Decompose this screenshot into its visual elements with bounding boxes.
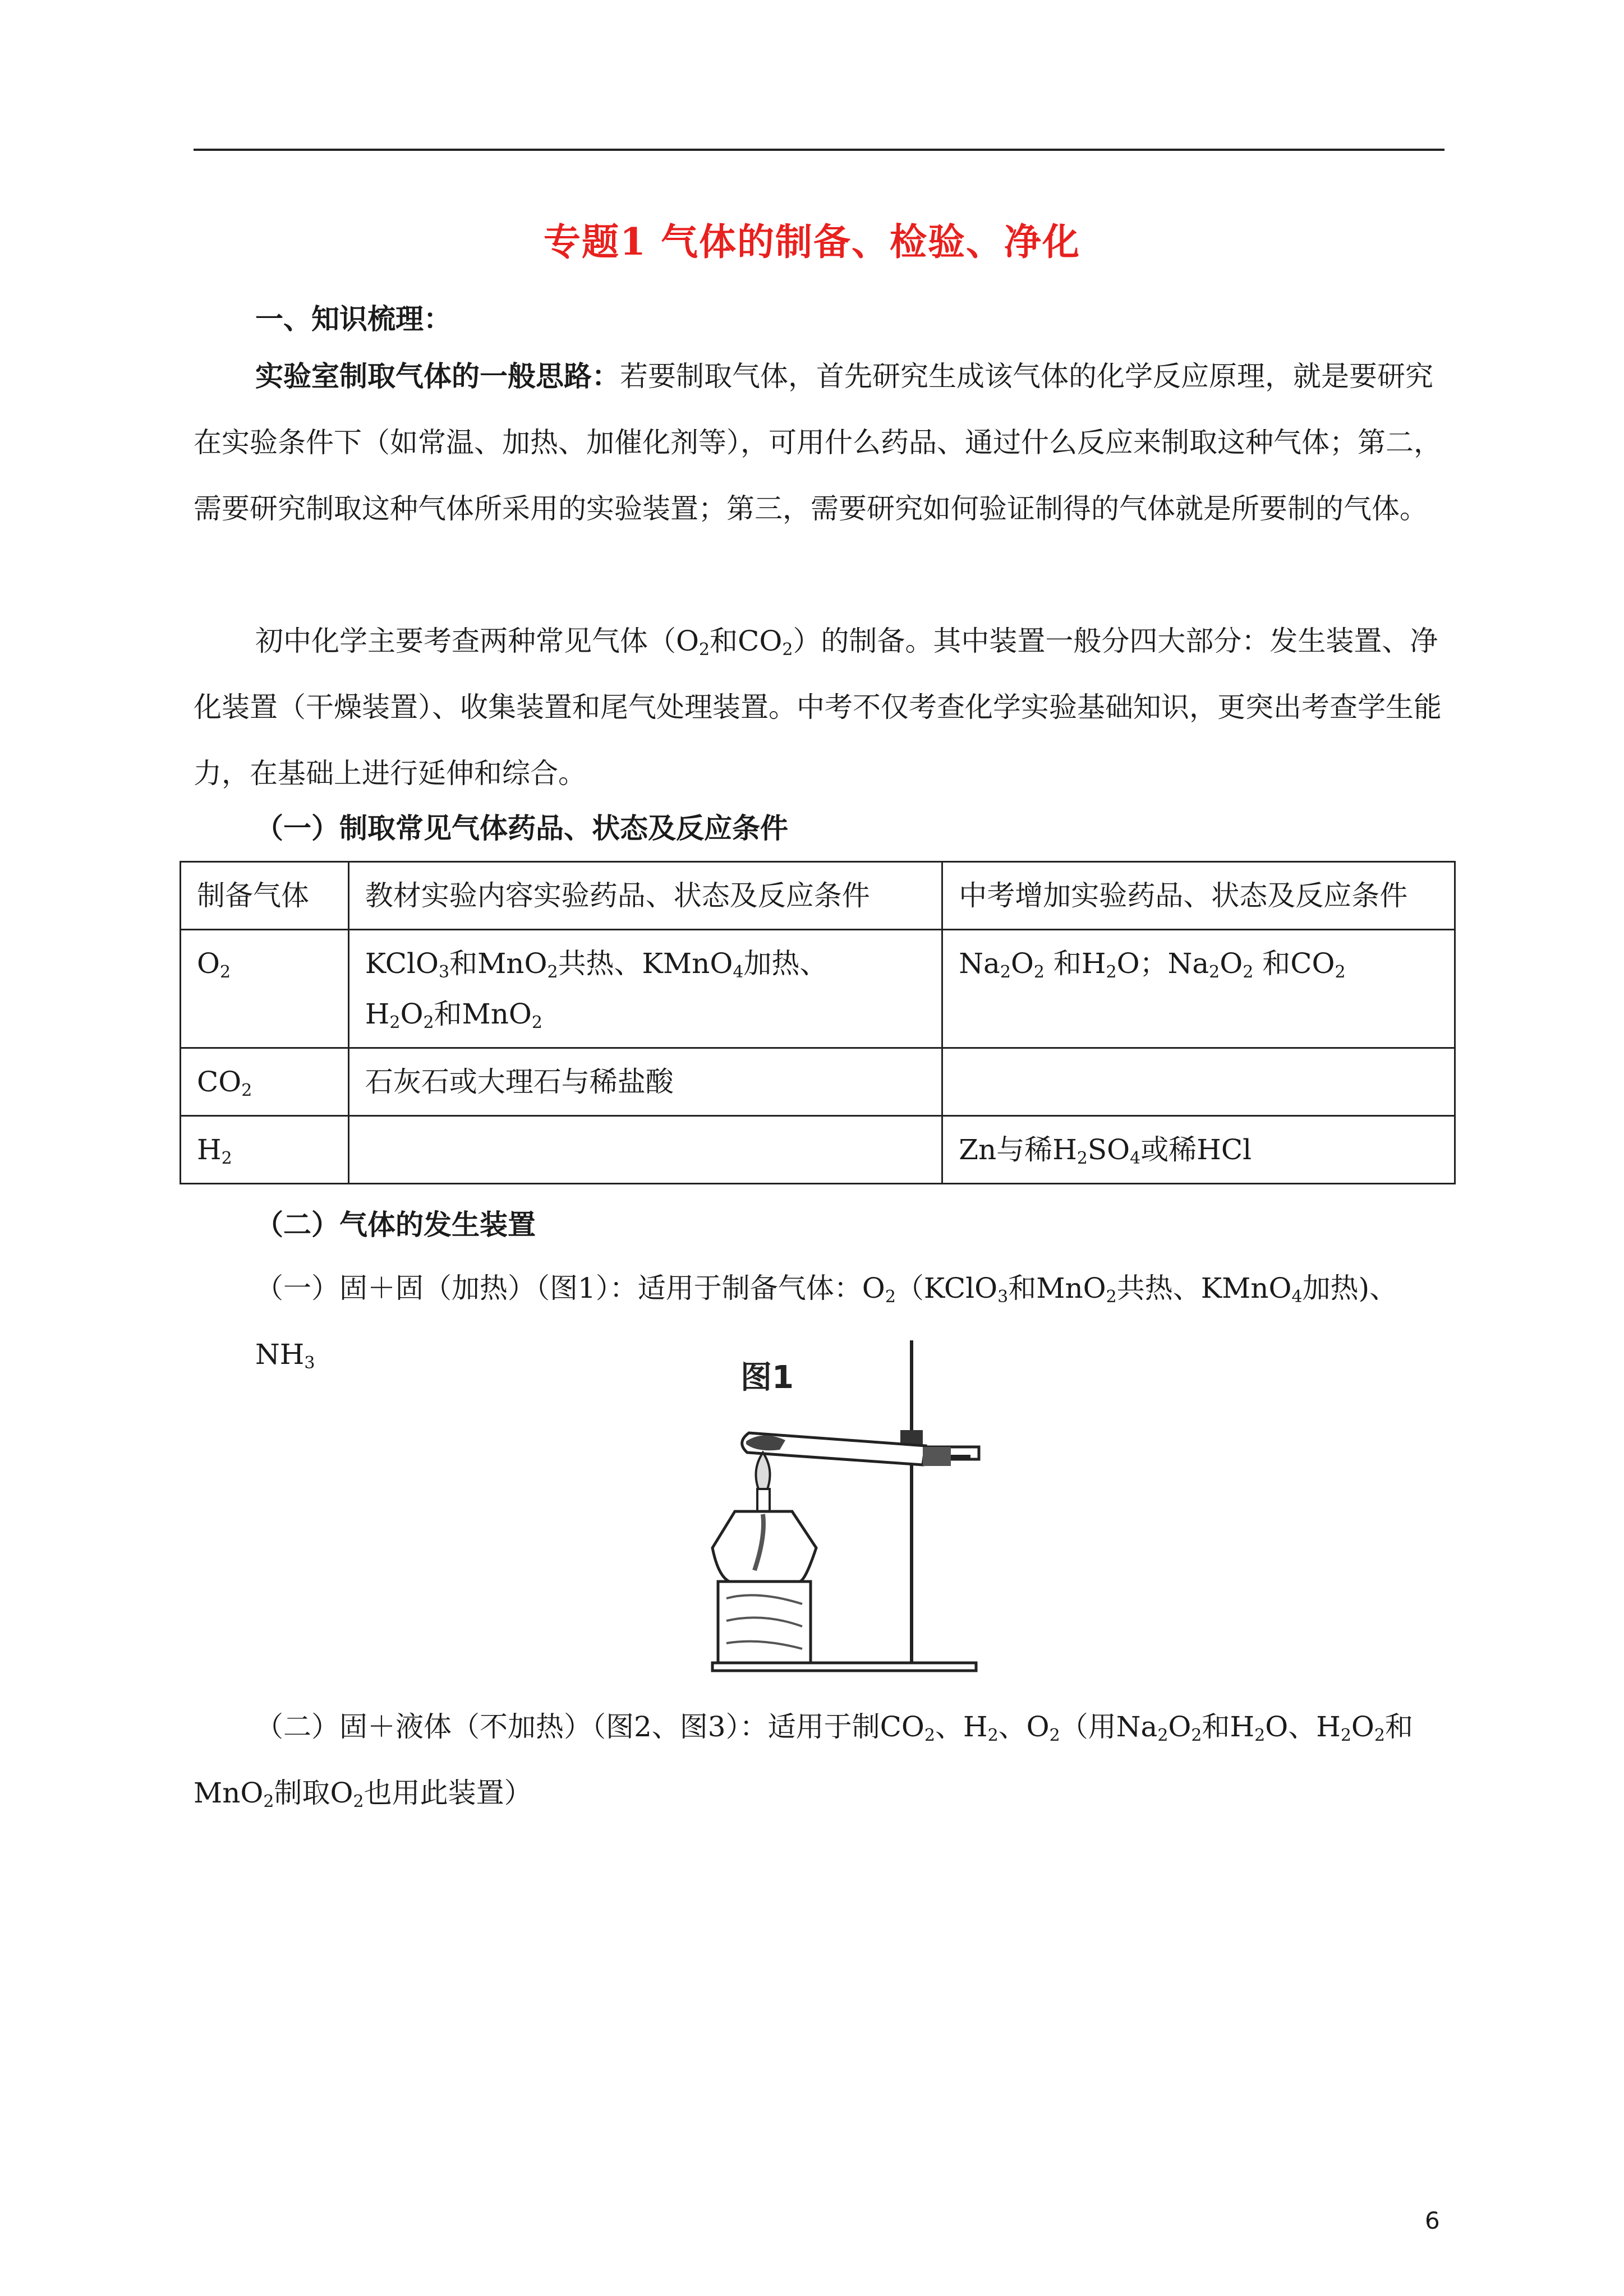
subscript: 2	[924, 1726, 935, 1745]
subscript: 2	[1335, 962, 1346, 982]
text: 、O	[998, 1711, 1050, 1743]
subscript: 4	[1130, 1149, 1141, 1168]
solid-liquid-line	[194, 1694, 1444, 1826]
text: O	[1010, 947, 1034, 980]
subscript: 2	[1106, 1287, 1117, 1307]
figure-1-heating-apparatus	[696, 1335, 999, 1682]
paragraph-general-approach	[194, 343, 1444, 542]
subscript: 3	[438, 962, 450, 982]
section-heading: 一、知识梳理：	[255, 302, 452, 335]
stopper	[923, 1447, 951, 1466]
text: O、H	[1265, 1711, 1341, 1743]
figure-label: 图1	[740, 1359, 794, 1396]
subscript: 2	[1157, 1726, 1168, 1745]
textbook-cell	[348, 1116, 942, 1184]
subscript: 2	[1033, 962, 1045, 982]
text: O	[1351, 1711, 1374, 1743]
gas-cell	[181, 930, 349, 1048]
text: 、H	[935, 1711, 988, 1743]
gas-cell	[181, 1116, 349, 1184]
subscript: 3	[997, 1287, 1009, 1307]
header-cell: 教材实验内容实验药品、状态及反应条件	[348, 862, 942, 930]
subscript: 2	[353, 1792, 364, 1811]
subscript: 2	[987, 1726, 999, 1745]
textbook-cell: 石灰石或大理石与稀盐酸	[348, 1048, 942, 1116]
table-row	[181, 930, 1455, 1048]
text: ）的制备。其中装置一般分四大部分：发生装置、净化装置（干燥装置）、收集装置和尾气处理装置。中考不仅考查化学实验基础知识，更突出考查学生能力，在基础上进行延伸和综合。	[194, 625, 1442, 790]
text: 也用此装置）	[364, 1777, 532, 1809]
subscript: 2	[885, 1287, 896, 1307]
cell-line	[365, 938, 926, 989]
subscript: 2	[241, 1081, 252, 1100]
text: 初中化学主要考查两种常见气体（O	[255, 625, 699, 657]
text: 加热)、NH	[255, 1272, 1398, 1371]
subscript: 2	[1191, 1726, 1202, 1745]
subscript: 4	[733, 962, 744, 982]
subscript: 2	[1000, 962, 1011, 982]
subscript: 2	[1106, 962, 1117, 982]
table-header-row	[181, 862, 1455, 930]
text: 和MnO	[449, 947, 548, 980]
exam-cell	[942, 1048, 1455, 1116]
text: O	[1168, 1711, 1191, 1743]
text: 和MnO	[1008, 1272, 1106, 1304]
text: 加热、	[743, 947, 828, 980]
subscript: 3	[304, 1353, 315, 1373]
text: （一）固＋固（加热）（图1）：适用于制备气体：O	[255, 1272, 885, 1304]
text: O；Na	[1116, 947, 1209, 980]
text: （二）固＋液体（不加热）（图2、图3）：适用于制CO	[255, 1711, 924, 1743]
subscript: 2	[782, 640, 793, 660]
text: 和H	[1202, 1711, 1255, 1743]
subscript: 2	[547, 962, 558, 982]
gas-cell	[181, 1048, 349, 1116]
paragraph-overview	[194, 608, 1444, 806]
subscript: 2	[1049, 1726, 1060, 1745]
text: Zn与稀H	[959, 1133, 1077, 1166]
subscript: 2	[1243, 962, 1254, 982]
text: KClO	[365, 947, 439, 980]
text: 制取O	[274, 1777, 353, 1809]
header-cell: 制备气体	[181, 862, 349, 930]
subscript: 2	[423, 1013, 434, 1032]
reagent-table	[180, 861, 1456, 1184]
text: 和MnO	[194, 1711, 1414, 1809]
cell-line	[365, 989, 926, 1039]
table-row	[181, 1116, 1455, 1184]
paragraph-lead: 实验室制取气体的一般思路：	[255, 359, 620, 393]
subscript: 2	[263, 1792, 274, 1811]
flame-icon	[756, 1453, 770, 1489]
subscript: 4	[1291, 1287, 1303, 1307]
text: 共热、KMnO	[558, 947, 733, 980]
subscript: 2	[389, 1013, 401, 1032]
text: CO	[197, 1066, 242, 1098]
text: 或稀HCl	[1140, 1133, 1252, 1166]
subheading-apparatus: （二）气体的发生装置	[255, 1208, 536, 1241]
subscript: 2	[1076, 1149, 1088, 1168]
paragraph-body: 若要制取气体，首先研究生成该气体的化学反应原理，就是要研究在实验条件下（如常温、加热、加催化剂等），可用什么药品、通过什么反应来制取这种气体；第二，需要研究制取这种气体所采用的实验装置；第三，需要研究如何验证制得的气体就是所要制的气体。	[194, 360, 1442, 525]
header-rule	[194, 149, 1444, 151]
text: O	[400, 998, 424, 1030]
subscript: 2	[1209, 962, 1220, 982]
lamp-wick-holder	[757, 1489, 770, 1511]
page-title: 专题1 气体的制备、检验、净化	[544, 220, 1080, 264]
exam-cell	[942, 930, 1455, 1048]
subheading-reagents: （一）制取常见气体药品、状态及反应条件	[255, 812, 788, 845]
table-row	[181, 1048, 1455, 1116]
text: （KClO	[895, 1272, 998, 1304]
page-number: 6	[1425, 2207, 1440, 2234]
exam-cell	[942, 1116, 1455, 1184]
text: Na	[959, 947, 1000, 980]
header-cell: 中考增加实验药品、状态及反应条件	[942, 862, 1455, 930]
text: O	[197, 947, 220, 980]
text: 和CO	[1253, 947, 1335, 980]
text: （用Na	[1060, 1711, 1158, 1743]
subscript: 2	[221, 1149, 232, 1168]
subscript: 2	[220, 962, 231, 982]
subscript: 2	[531, 1013, 543, 1032]
text: H	[197, 1133, 222, 1166]
text: 和H	[1045, 947, 1106, 980]
text: 和MnO	[434, 998, 532, 1030]
text: SO	[1087, 1133, 1130, 1166]
text: H	[365, 998, 390, 1030]
text: 共热、KMnO	[1116, 1272, 1292, 1304]
subscript: 2	[1254, 1726, 1266, 1745]
text: 和CO	[710, 625, 783, 657]
subscript: 2	[1340, 1726, 1351, 1745]
wooden-block	[718, 1582, 811, 1663]
text: O	[1220, 947, 1243, 980]
textbook-cell	[348, 930, 942, 1048]
subscript: 2	[1374, 1726, 1386, 1745]
subscript: 2	[699, 640, 710, 660]
